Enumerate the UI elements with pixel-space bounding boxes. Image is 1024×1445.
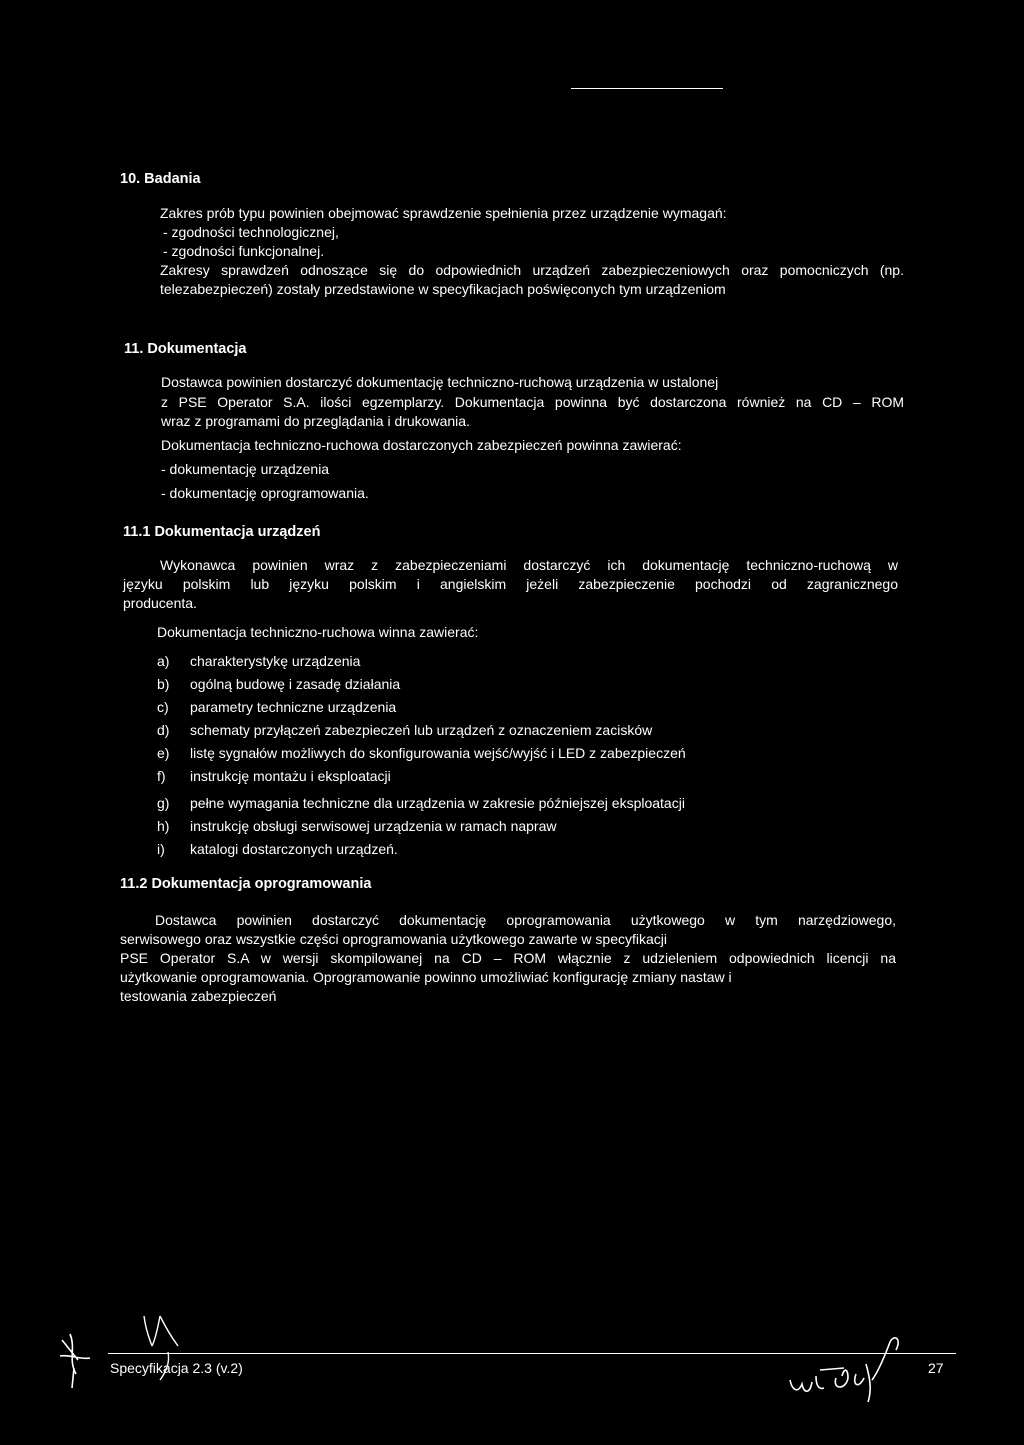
section-10-line-3: - zgodności funkcjonalnej.	[163, 243, 325, 259]
header-rule	[571, 88, 723, 89]
list-letter: e)	[157, 745, 170, 761]
section-11-2-line-5: testowania zabezpieczeń	[120, 988, 277, 1004]
section-11-line-4: Dokumentacja techniczno-ruchowa dostarczonych zabezpieczeń powinna zawierać:	[161, 437, 682, 453]
list-letter: c)	[157, 699, 169, 715]
section-10-line-5: telezabezpieczeń) zostały przedstawione w specyfikacjach poświęconych tym urządzeniom	[160, 281, 726, 297]
section-11-line-6: - dokumentację oprogramowania.	[161, 485, 369, 501]
section-11-2-heading: 11.2 Dokumentacja oprogramowania	[120, 876, 372, 892]
section-11-heading: 11. Dokumentacja	[124, 341, 247, 357]
list-item: instrukcję obsługi serwisowej urządzenia w ramach napraw	[190, 818, 557, 834]
section-11-line-2: z PSE Operator S.A. ilości egzemplarzy. Dokumentacja powinna być dostarczona również na CD – ROM	[161, 394, 904, 410]
section-11-1-line-2: języku polskim lub języku polskim i angielskim jeżeli zabezpieczenie pochodzi od zagranicznego	[123, 576, 898, 592]
section-11-1-line-3: producenta.	[123, 595, 197, 611]
section-11-1-line-1: Wykonawca powinien wraz z zabezpieczeniami dostarczyć ich dokumentację techniczno-ruchową w	[160, 557, 898, 573]
section-11-2-line-3: PSE Operator S.A w wersji skompilowanej na CD – ROM włącznie z udzieleniem odpowiednich licencji na	[120, 950, 896, 966]
section-11-1-heading: 11.1 Dokumentacja urządzeń	[123, 524, 321, 540]
list-letter: g)	[157, 795, 170, 811]
section-11-2-line-4: użytkowanie oprogramowania. Oprogramowanie powinno umożliwiać konfigurację zmiany nastaw i	[120, 969, 732, 985]
list-letter: b)	[157, 676, 170, 692]
list-item: ogólną budowę i zasadę działania	[190, 676, 401, 692]
section-10-line-2: - zgodności technologicznej,	[163, 224, 339, 240]
signature-right	[786, 1328, 906, 1408]
section-10-line-4: Zakresy sprawdzeń odnoszące się do odpowiednich urządzeń zabezpieczeniowych oraz pomocniczych (np.	[160, 262, 904, 278]
section-11-2-line-2: serwisowego oraz wszystkie części oprogramowania użytkowego zawarte w specyfikacji	[120, 931, 667, 947]
section-11-1-line-4: Dokumentacja techniczno-ruchowa winna zawierać:	[157, 624, 479, 640]
list-letter: a)	[157, 653, 170, 669]
footer-spec-label: Specyfikacja 2.3 (v.2)	[110, 1360, 243, 1376]
list-item: charakterystykę urządzenia	[190, 653, 361, 669]
section-11-line-5: - dokumentację urządzenia	[161, 461, 330, 477]
list-item: katalogi dostarczonych urządzeń.	[190, 841, 398, 857]
initials-signature-left	[56, 1330, 92, 1390]
list-item: listę sygnałów możliwych do skonfigurowania wejść/wyjść i LED z zabezpieczeń	[190, 745, 686, 761]
section-11-2-line-1: Dostawca powinien dostarczyć dokumentację oprogramowania użytkowego w tym narzędziowego,	[155, 912, 896, 928]
section-10-heading: 10. Badania	[120, 171, 201, 187]
list-letter: i)	[157, 841, 165, 857]
list-item: instrukcję montażu i eksploatacji	[190, 768, 391, 784]
list-letter: d)	[157, 722, 170, 738]
list-letter: h)	[157, 818, 170, 834]
page-number: 27	[928, 1360, 944, 1376]
list-item: schematy przyłączeń zabezpieczeń lub urządzeń z oznaczeniem zacisków	[190, 722, 653, 738]
section-10-line-1: Zakres prób typu powinien obejmować sprawdzenie spełnienia przez urządzenie wymagań:	[160, 205, 727, 221]
section-11-line-3: wraz z programami do przeglądania i drukowania.	[161, 413, 470, 429]
section-11-line-1: Dostawca powinien dostarczyć dokumentację techniczno-ruchową urządzenia w ustalonej	[161, 374, 719, 390]
list-item: pełne wymagania techniczne dla urządzenia w zakresie późniejszej eksploatacji	[190, 795, 685, 811]
list-item: parametry techniczne urządzenia	[190, 699, 397, 715]
list-letter: f)	[157, 768, 166, 784]
